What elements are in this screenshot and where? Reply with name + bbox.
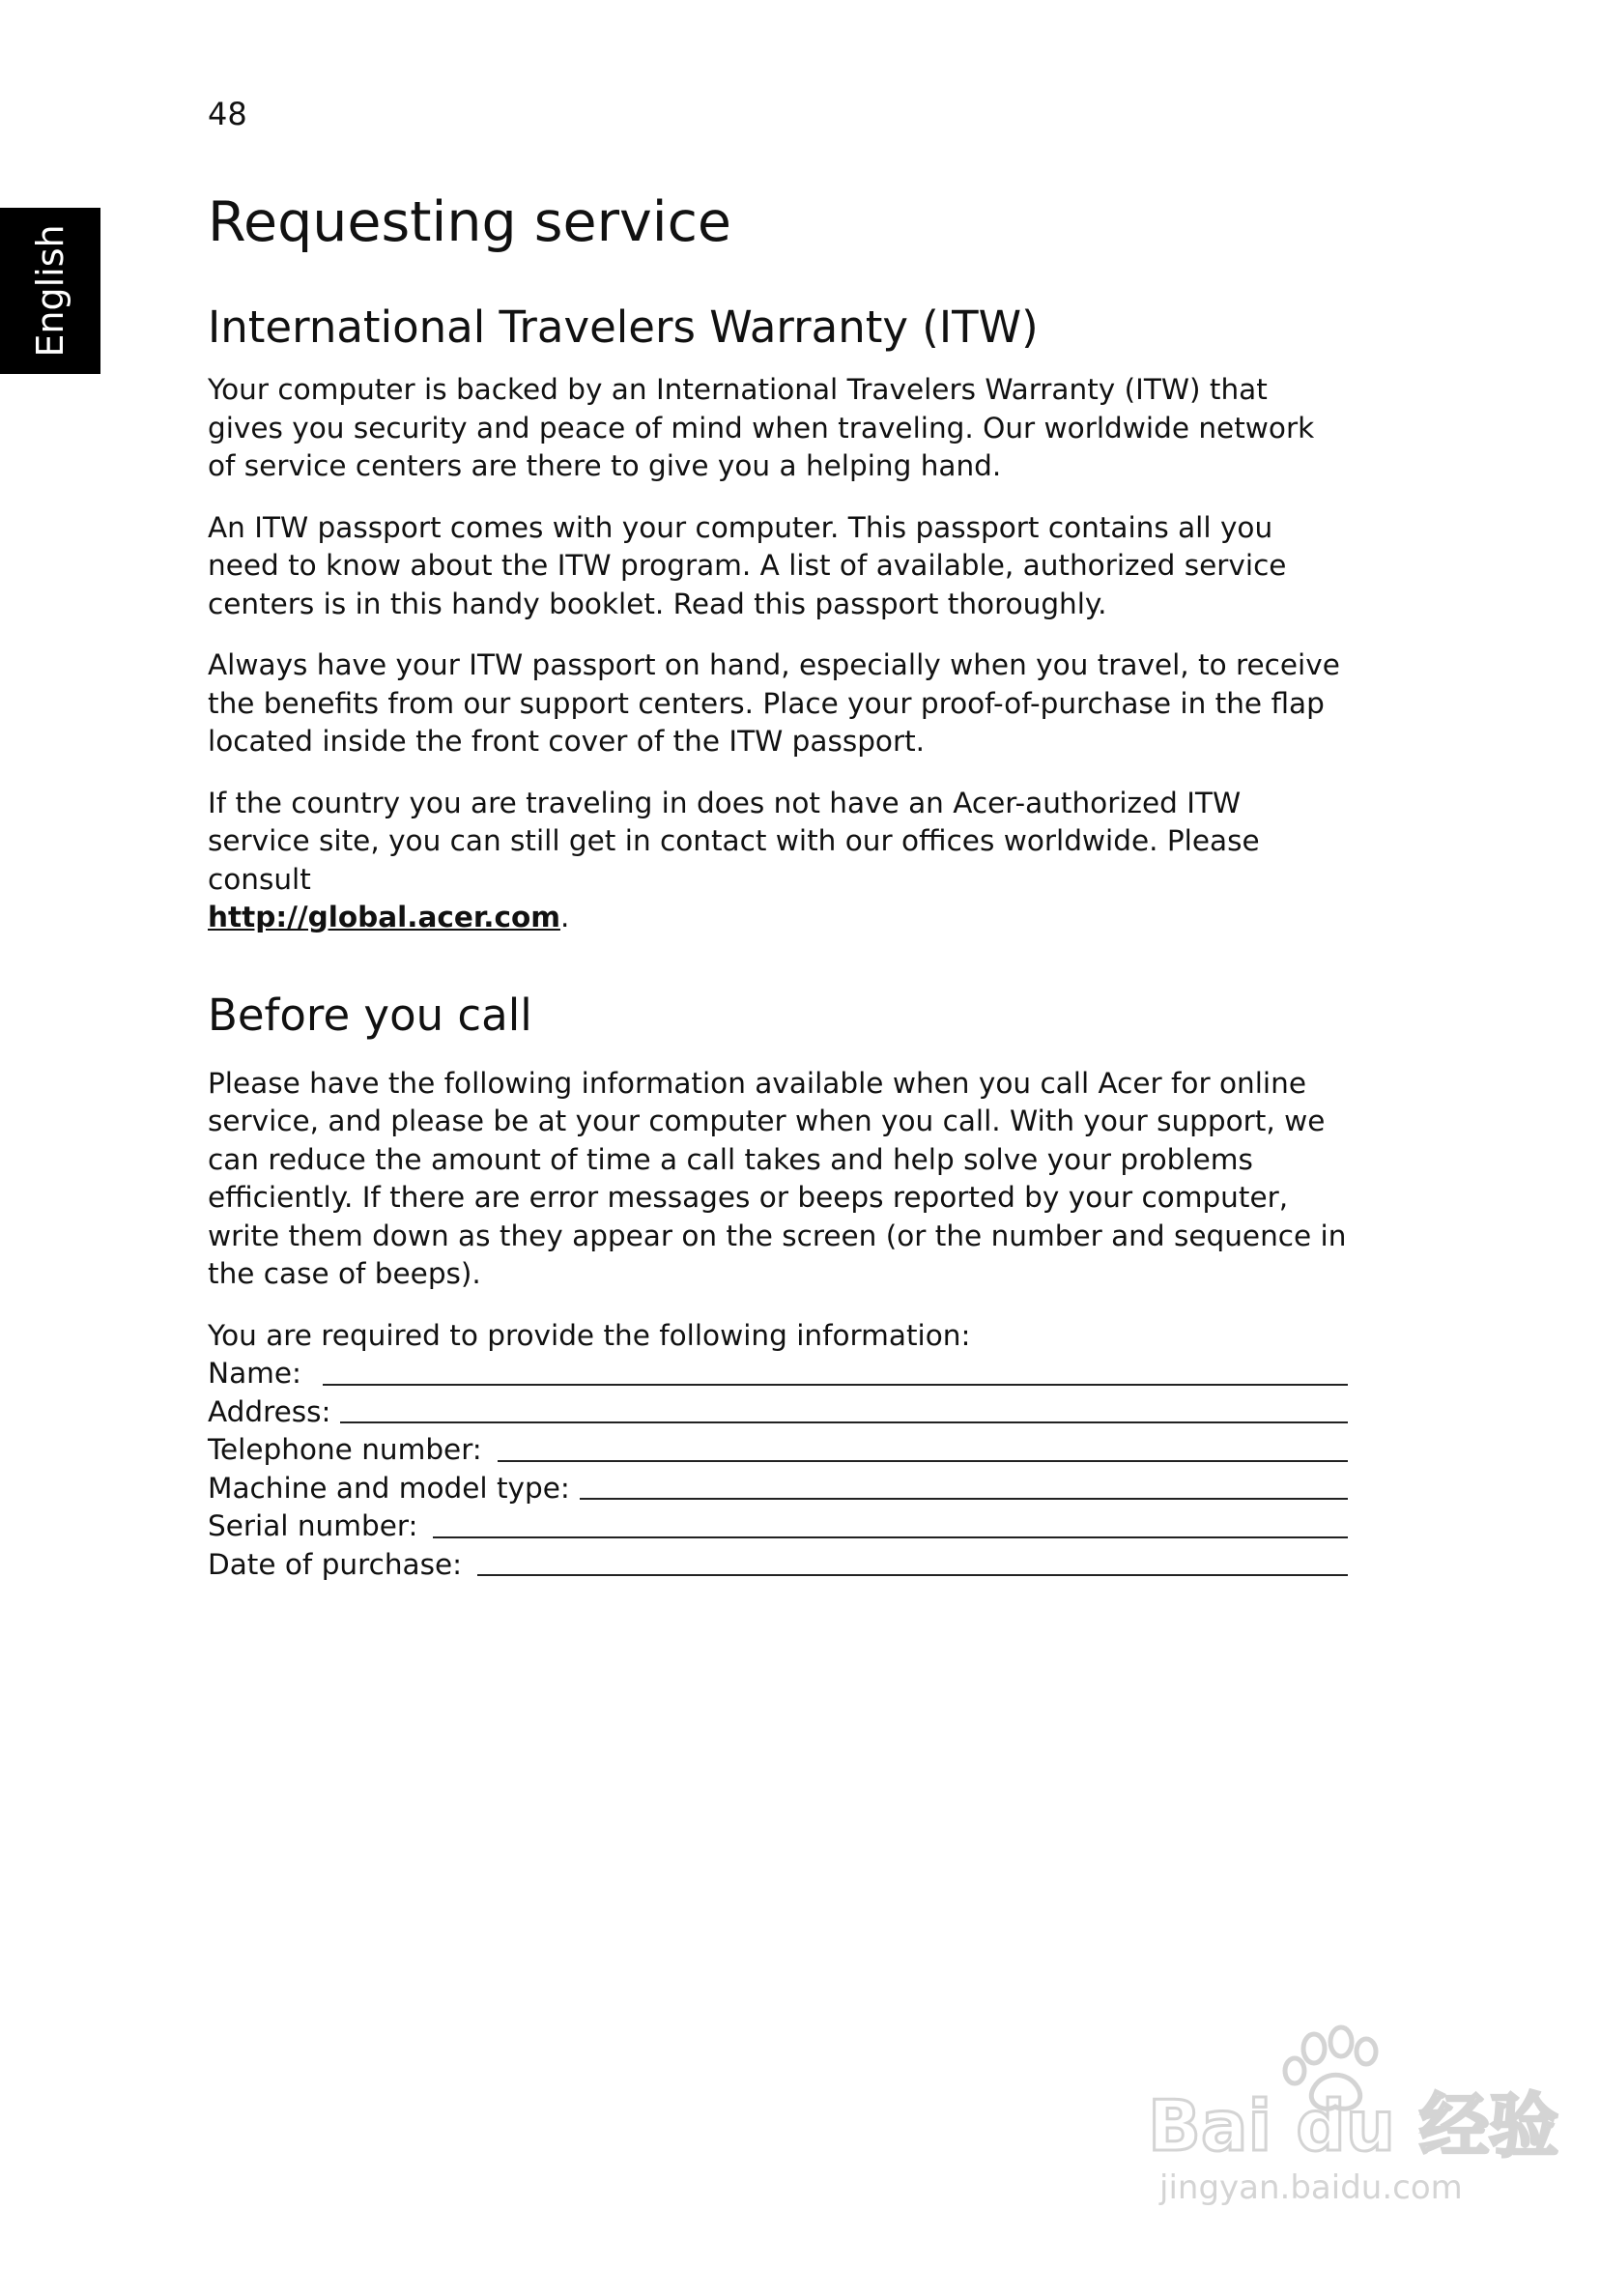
acer-global-link[interactable]: http://global.acer.com [208, 901, 560, 933]
form-label-address: Address: [208, 1394, 331, 1428]
watermark-url: jingyan.baidu.com [1159, 2168, 1463, 2207]
form-intro: You are required to provide the following information: [208, 1318, 971, 1352]
watermark-brand: Bai du 经验 [1148, 2085, 1559, 2167]
form-blank-telephone[interactable] [498, 1450, 1348, 1462]
info-form [208, 1355, 1348, 1584]
page-title: Requesting service [208, 190, 731, 254]
page-number: 48 [208, 96, 247, 132]
language-tab-label: English [29, 224, 71, 358]
language-tab [0, 208, 100, 374]
page-content [208, 187, 1348, 1584]
itw-paragraph-1: Your computer is backed by an International Travelers Warranty (ITW) that gives you security and peace of mind when traveling. Our worldwide network of service centers are there to give you a helping hand. [208, 373, 1315, 482]
baidu-watermark [1130, 2015, 1559, 2208]
form-blank-machine-model[interactable] [580, 1488, 1348, 1500]
form-row-address [208, 1393, 1348, 1432]
form-row-serial [208, 1507, 1348, 1546]
form-blank-name[interactable] [323, 1374, 1348, 1386]
before-call-section-title: Before you call [208, 989, 532, 1041]
form-label-machine-model: Machine and model type: [208, 1471, 570, 1505]
itw-paragraph-2: An ITW passport comes with your computer. This passport contains all you need to know about the ITW program. A list of available, authorized service centers is in this handy booklet. Read this passport thoroughly. [208, 510, 1287, 620]
itw-paragraph-4-text: If the country you are traveling in does not have an Acer-authorized ITW service site, you can still get in contact with our offices worldwide. Please consult [208, 786, 1260, 896]
before-call-paragraph: Please have the following information available when you call Acer for online service, and please be at your computer when you call. With your support, we can reduce the amount of time a call takes and help solve your problems efficiently. If there are error messages or beeps reported by your computer, write them down as they appear on the screen (or the number and sequence in the case of beeps). [208, 1066, 1347, 1290]
form-blank-purchase-date[interactable] [477, 1564, 1348, 1576]
form-row-name [208, 1355, 1348, 1393]
form-blank-serial[interactable] [433, 1527, 1348, 1538]
form-row-machine-model [208, 1470, 1348, 1508]
form-label-purchase-date: Date of purchase: [208, 1547, 463, 1581]
form-label-name: Name: [208, 1357, 301, 1390]
form-row-purchase-date [208, 1546, 1348, 1585]
itw-paragraph-4 [208, 785, 1348, 937]
form-label-serial: Serial number: [208, 1509, 418, 1542]
form-blank-address[interactable] [340, 1412, 1348, 1423]
form-label-telephone: Telephone number: [208, 1433, 482, 1466]
itw-paragraph-4-end: . [559, 901, 570, 933]
form-row-telephone [208, 1431, 1348, 1470]
itw-section-title: International Travelers Warranty (ITW) [208, 301, 1039, 353]
itw-paragraph-3: Always have your ITW passport on hand, especially when you travel, to receive the benefits from our support centers. Place your proof-of-purchase in the flap located inside the front cover of the ITW passport. [208, 648, 1340, 758]
